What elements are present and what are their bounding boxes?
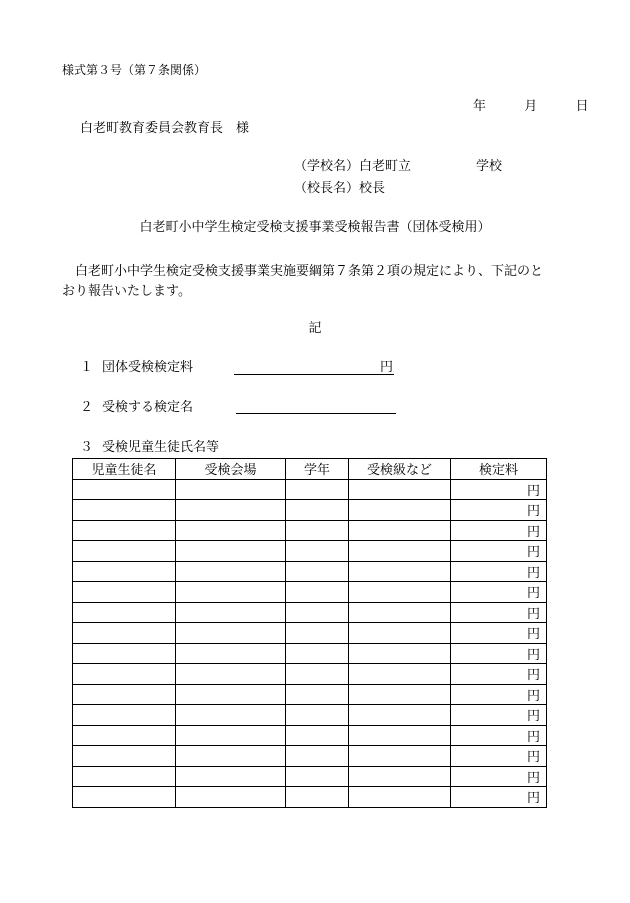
item-number: ３	[80, 440, 94, 455]
cell-student-name[interactable]	[73, 561, 176, 582]
table-row	[73, 664, 547, 685]
table-row	[73, 705, 547, 726]
cell-student-name[interactable]	[73, 746, 176, 767]
column-header-fee: 検定料	[451, 459, 547, 480]
table-row	[73, 541, 547, 562]
table-row	[73, 602, 547, 623]
item-label: 団体受検検定料	[102, 360, 194, 375]
cell-level[interactable]	[349, 479, 451, 500]
cell-student-name[interactable]	[73, 582, 176, 603]
school-name-line: （学校名）白老町立 学校	[294, 159, 503, 174]
cell-level[interactable]	[349, 643, 451, 664]
form-number: 様式第３号（第７条関係）	[62, 63, 207, 77]
item-number: ２	[80, 400, 94, 415]
group-fee-unit: 円	[380, 360, 394, 375]
cell-level[interactable]	[349, 787, 451, 808]
cell-student-name[interactable]	[73, 602, 176, 623]
item-student-list	[80, 440, 219, 456]
cell-fee[interactable]: 円	[451, 582, 547, 603]
table-row	[73, 623, 547, 644]
cell-level[interactable]	[349, 766, 451, 787]
cell-fee[interactable]: 円	[451, 520, 547, 541]
cell-venue[interactable]	[176, 725, 286, 746]
cell-venue[interactable]	[176, 561, 286, 582]
cell-student-name[interactable]	[73, 725, 176, 746]
cell-level[interactable]	[349, 725, 451, 746]
ki-heading: 記	[308, 321, 322, 336]
item-label: 受検児童生徒氏名等	[102, 440, 220, 455]
cell-level[interactable]	[349, 500, 451, 521]
cell-fee[interactable]: 円	[451, 623, 547, 644]
cell-grade[interactable]	[286, 766, 349, 787]
cell-student-name[interactable]	[73, 541, 176, 562]
cell-fee[interactable]: 円	[451, 746, 547, 767]
table-row	[73, 746, 547, 767]
column-header-level: 受検級など	[349, 459, 451, 480]
table-row	[73, 684, 547, 705]
exam-name-input-line[interactable]	[236, 413, 396, 414]
cell-grade[interactable]	[286, 787, 349, 808]
date-month: 月	[524, 99, 538, 114]
document-title: 白老町小中学生検定受検支援事業受検報告書（団体受検用）	[139, 220, 491, 235]
cell-fee[interactable]: 円	[451, 602, 547, 623]
addressee: 白老町教育委員会教育長 様	[80, 121, 250, 136]
cell-venue[interactable]	[176, 541, 286, 562]
cell-grade[interactable]	[286, 582, 349, 603]
cell-fee[interactable]: 円	[451, 664, 547, 685]
cell-level[interactable]	[349, 582, 451, 603]
cell-grade[interactable]	[286, 561, 349, 582]
cell-level[interactable]	[349, 561, 451, 582]
cell-level[interactable]	[349, 541, 451, 562]
date-year: 年	[473, 99, 487, 114]
principal-name-line: （校長名）校長	[294, 181, 386, 196]
cell-venue[interactable]	[176, 479, 286, 500]
cell-fee[interactable]: 円	[451, 643, 547, 664]
cell-fee[interactable]: 円	[451, 705, 547, 726]
student-table	[72, 458, 547, 808]
cell-grade[interactable]	[286, 643, 349, 664]
date-day: 日	[575, 99, 589, 114]
cell-fee[interactable]: 円	[451, 725, 547, 746]
cell-grade[interactable]	[286, 541, 349, 562]
table-row	[73, 787, 547, 808]
group-fee-input-line[interactable]	[234, 374, 394, 375]
cell-level[interactable]	[349, 684, 451, 705]
cell-venue[interactable]	[176, 500, 286, 521]
cell-level[interactable]	[349, 746, 451, 767]
cell-fee[interactable]: 円	[451, 684, 547, 705]
student-table-body	[73, 479, 547, 807]
cell-venue[interactable]	[176, 623, 286, 644]
cell-student-name[interactable]	[73, 787, 176, 808]
table-row	[73, 643, 547, 664]
table-row	[73, 582, 547, 603]
table-row	[73, 500, 547, 521]
cell-student-name[interactable]	[73, 705, 176, 726]
item-label: 受検する検定名	[102, 400, 194, 415]
table-header-row	[73, 459, 547, 480]
item-group-fee	[80, 360, 193, 376]
cell-venue[interactable]	[176, 643, 286, 664]
cell-student-name[interactable]	[73, 766, 176, 787]
table-row	[73, 766, 547, 787]
cell-level[interactable]	[349, 520, 451, 541]
cell-student-name[interactable]	[73, 500, 176, 521]
cell-grade[interactable]	[286, 623, 349, 644]
table-row	[73, 725, 547, 746]
cell-venue[interactable]	[176, 684, 286, 705]
item-number: １	[80, 360, 94, 375]
cell-level[interactable]	[349, 664, 451, 685]
cell-grade[interactable]	[286, 725, 349, 746]
cell-fee[interactable]: 円	[451, 479, 547, 500]
cell-fee[interactable]: 円	[451, 500, 547, 521]
body-paragraph: 白老町小中学生検定受検支援事業実施要綱第７条第２項の規定により、下記のとおり報告いたします。	[62, 264, 544, 299]
date-line	[473, 99, 589, 115]
cell-fee[interactable]: 円	[451, 766, 547, 787]
cell-level[interactable]	[349, 705, 451, 726]
cell-grade[interactable]	[286, 500, 349, 521]
table-row	[73, 520, 547, 541]
cell-grade[interactable]	[286, 602, 349, 623]
cell-grade[interactable]	[286, 705, 349, 726]
column-header-grade: 学年	[286, 459, 349, 480]
column-header-student-name: 児童生徒名	[73, 459, 176, 480]
cell-fee[interactable]: 円	[451, 561, 547, 582]
item-exam-name	[80, 400, 193, 416]
cell-venue[interactable]	[176, 705, 286, 726]
cell-fee[interactable]: 円	[451, 787, 547, 808]
cell-venue[interactable]	[176, 582, 286, 603]
cell-grade[interactable]	[286, 664, 349, 685]
cell-student-name[interactable]	[73, 664, 176, 685]
cell-grade[interactable]	[286, 746, 349, 767]
cell-student-name[interactable]	[73, 623, 176, 644]
cell-venue[interactable]	[176, 746, 286, 767]
cell-student-name[interactable]	[73, 643, 176, 664]
cell-grade[interactable]	[286, 684, 349, 705]
cell-student-name[interactable]	[73, 479, 176, 500]
cell-level[interactable]	[349, 602, 451, 623]
cell-venue[interactable]	[176, 664, 286, 685]
cell-venue[interactable]	[176, 787, 286, 808]
cell-student-name[interactable]	[73, 520, 176, 541]
table-row	[73, 561, 547, 582]
column-header-venue: 受検会場	[176, 459, 286, 480]
cell-venue[interactable]	[176, 520, 286, 541]
cell-grade[interactable]	[286, 520, 349, 541]
cell-fee[interactable]: 円	[451, 541, 547, 562]
cell-student-name[interactable]	[73, 684, 176, 705]
cell-grade[interactable]	[286, 479, 349, 500]
cell-venue[interactable]	[176, 766, 286, 787]
table-row	[73, 479, 547, 500]
cell-level[interactable]	[349, 623, 451, 644]
cell-venue[interactable]	[176, 602, 286, 623]
